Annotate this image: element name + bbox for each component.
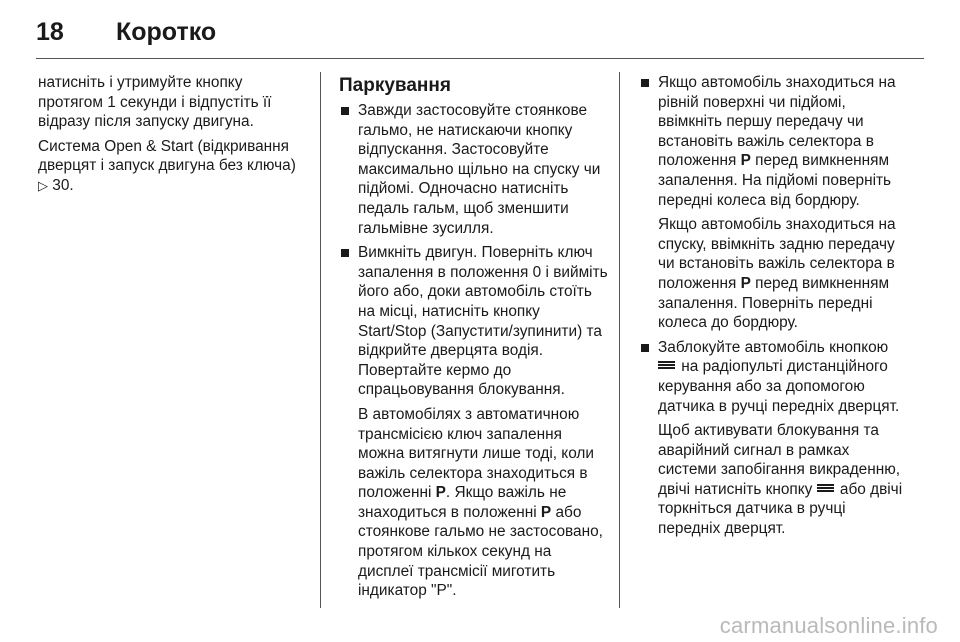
- bullet-item: [339, 101, 609, 238]
- text-run: або стоянкове гальмо не застосовано, протягом кількох секунд на дисплеї трансмісії миготить індикатор "P".: [358, 503, 603, 600]
- gear-p-label: P: [740, 152, 751, 170]
- sub-paragraph-downhill: [639, 215, 909, 333]
- lock-button-icon: [817, 483, 834, 493]
- text-run: перед вимкненням запалення. На підйомі поверніть передні колеса від бордюру.: [658, 152, 892, 209]
- page-number: 18: [36, 17, 64, 46]
- bullet-square-icon: [341, 249, 349, 257]
- page-title: Коротко: [116, 17, 217, 46]
- open-start-text: Система Open & Start (відкривання дверцят і запуск двигуна без ключа): [38, 137, 296, 175]
- text-run: Заблокуйте автомобіль кнопкою: [658, 338, 889, 356]
- lock-button-icon: [658, 360, 675, 370]
- text-run: Якщо автомобіль знаходиться на рівній поверхні чи підйомі, ввімкніть першу передачу чи встановіть важіль селектора в положення: [658, 74, 896, 170]
- text-run: перед вимкненням запалення. Поверніть передні колеса до бордюру.: [658, 274, 890, 332]
- bullet-item: [639, 73, 909, 210]
- header-divider: [36, 58, 924, 59]
- bullet-text: Завжди застосовуйте стоянкове гальмо, не натискаючи кнопку відпускання. Застосовуйте максимально щільно на спуску чи підйомі. Одночасно натисніть педаль гальм, щоб зменшити гальмівне зусилля.: [358, 102, 601, 237]
- bullet-text: Вимкніть двигун. Поверніть ключ запалення в положення 0 і вийміть його або, доки автомобіль стоїть на місці, натисніть кнопку Start/Stop (Запустити/зупинити) та відкрийте дверцята водія. Повертайте кермо до спрацьовування блокування.: [358, 244, 608, 399]
- bullet-square-icon: [341, 107, 349, 115]
- text-run: . Якщо важіль не знаходиться в положенні: [358, 484, 567, 521]
- triangle-arrow-icon: ▷: [38, 177, 48, 193]
- bullet-item: [339, 243, 609, 400]
- text-run: Щоб активувати блокування та аварійний сигнал в рамках системи запобігання викраденню, двічі натисніть кнопку: [658, 422, 901, 498]
- gear-p-label: P: [740, 274, 751, 292]
- gear-p-label: P: [540, 503, 552, 521]
- column-divider-2: [619, 72, 620, 608]
- watermark: carmanualsonline.info: [719, 613, 938, 638]
- page-header: [36, 14, 216, 50]
- sub-paragraph-automatic: [339, 405, 609, 601]
- text-run: В автомобілях з автоматичною трансмісією ключ запалення можна витягнути лише тоді, коли важіль селектора знаходиться в положенні: [358, 405, 594, 502]
- section-heading-parking: Паркування: [339, 75, 451, 96]
- bullet-item: [639, 338, 909, 416]
- column-2: [339, 73, 609, 606]
- text-run: або двічі торкніться датчика в ручці передніх дверцят.: [658, 480, 903, 538]
- page-reference[interactable]: 30.: [52, 176, 74, 194]
- gear-p-label: P: [435, 484, 446, 502]
- column-1: [38, 73, 310, 201]
- column-3: [639, 73, 909, 544]
- bullet-square-icon: [641, 344, 649, 352]
- column-divider-1: [320, 72, 321, 608]
- sub-paragraph-anti-theft: [639, 421, 909, 539]
- text-run: на радіопульті дистанційного керування або за допомогою датчика в ручці передніх дверцят.: [658, 358, 900, 415]
- paragraph-open-start: [38, 137, 310, 196]
- bullet-square-icon: [641, 79, 649, 87]
- paragraph-start-stop: натисніть і утримуйте кнопку протягом 1 секунди і відпустіть її відразу після запуску двигуна.: [38, 74, 272, 131]
- text-run: Якщо автомобіль знаходиться на спуску, ввімкніть задню передачу чи встановіть важіль селектора в положення: [658, 216, 896, 292]
